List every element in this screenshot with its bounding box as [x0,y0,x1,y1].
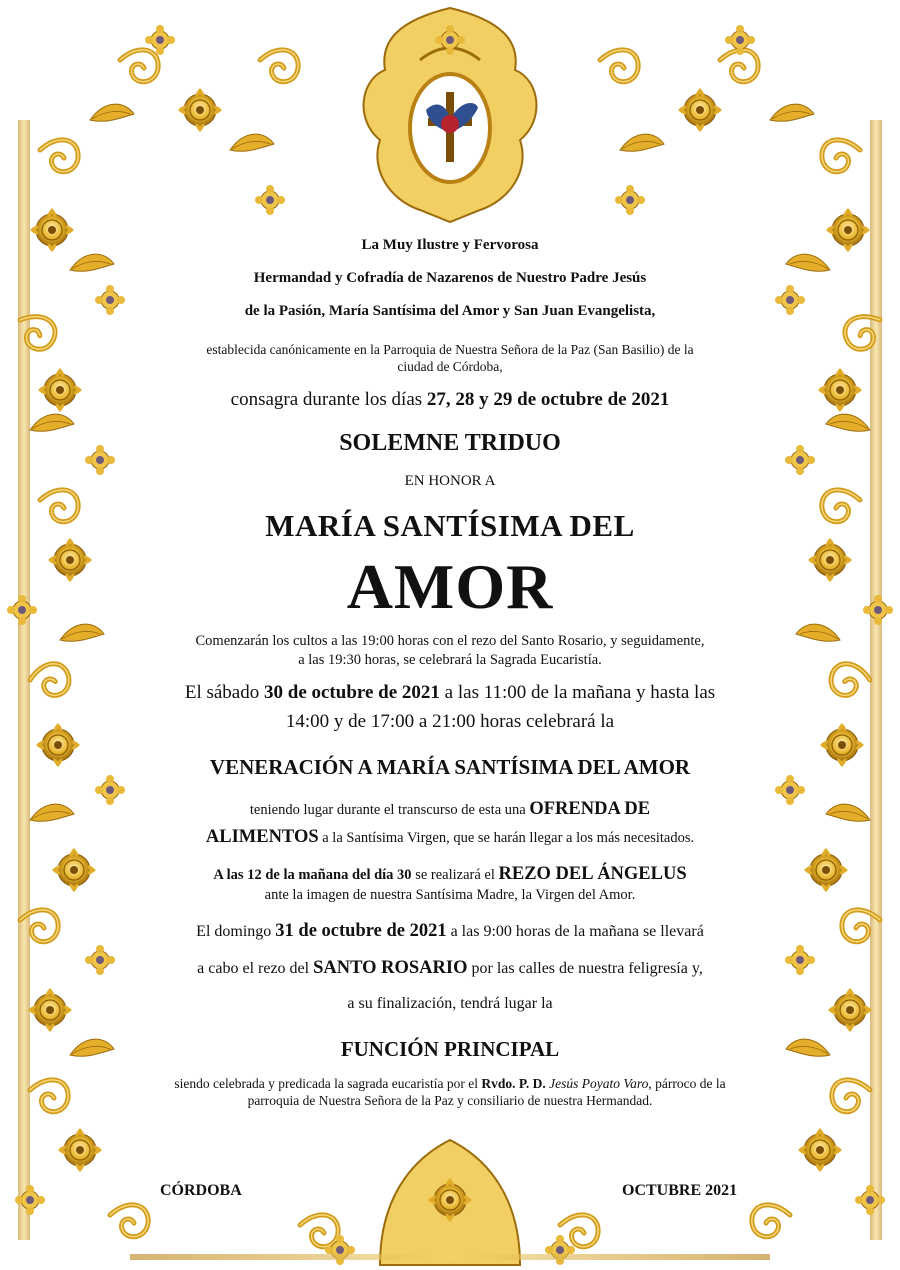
funcion-principal-title: FUNCIÓN PRINCIPAL [340,1037,560,1062]
cultos-line-2: a las 19:30 horas, se celebrará la Sagrada Eucaristía. [298,651,602,668]
domingo-line-3: a su finalización, tendrá lugar la [347,995,553,1013]
domingo-line-2: a cabo el rezo del SANTO ROSARIO por las calles de nuestra feligresía y, [197,958,703,979]
maria-santisima-title: MARÍA SANTÍSIMA DEL [265,507,635,543]
sabado-line-2: 14:00 y de 17:00 a 21:00 horas celebrará la [285,711,615,733]
footer-city: CÓRDOBA [160,1182,242,1199]
sabado-line-1: El sábado 30 de octubre de 2021 a las 11:00 de la mañana y hasta las [184,681,716,703]
veneracion-title: VENERACIÓN A MARÍA SANTÍSIMA DEL AMOR [209,755,691,780]
funcion-line-2: parroquia de Nuestra Señora de la Paz y consiliario de nuestra Hermandad. [247,1093,653,1109]
establecida-line-2: ciudad de Córdoba, [397,359,503,375]
header-line-2: Hermandad y Cofradía de Nazarenos de Nuestro Padre Jesús [253,269,647,286]
cultos-line-1: Comenzarán los cultos a las 19:00 horas con el rezo del Santo Rosario, y seguidamente, [195,633,705,650]
ofrenda-line-2: ALIMENTOS a la Santísima Virgen, que se harán llegar a los más necesitados. [205,826,695,847]
domingo-line-1: El domingo 31 de octubre de 2021 a las 9:00 horas de la mañana se llevará [196,920,704,941]
amor-title: AMOR [346,551,554,623]
establecida-line-1: establecida canónicamente en la Parroquia de Nuestra Señora de la Paz (San Basilio) de la [206,342,694,358]
emblem-cartouche [364,8,537,222]
funcion-line-1: siendo celebrada y predicada la sagrada eucaristía por el Rvdo. P. D. Jesús Poyato Varo, párroco de la [174,1076,726,1092]
triduo-title: SOLEMNE TRIDUO [339,429,561,456]
angelus-line-2: ante la imagen de nuestra Santísima Madre, la Virgen del Amor. [264,886,636,903]
footer-date: OCTUBRE 2021 [622,1182,738,1199]
angelus-line-1: A las 12 de la mañana del día 30 se realizará el REZO DEL ÁNGELUS [213,863,687,884]
header-line-1: La Muy Ilustre y Fervorosa [361,237,539,253]
header-line-3: de la Pasión, María Santísima del Amor y San Juan Evangelista, [244,302,656,319]
ofrenda-line-1: teniendo lugar durante el transcurso de esta una OFRENDA DE [249,799,651,820]
consagra-line: consagra durante los días 27, 28 y 29 de octubre de 2021 [230,389,670,410]
document-body [120,236,780,1110]
en-honor-a: EN HONOR A [404,472,496,489]
